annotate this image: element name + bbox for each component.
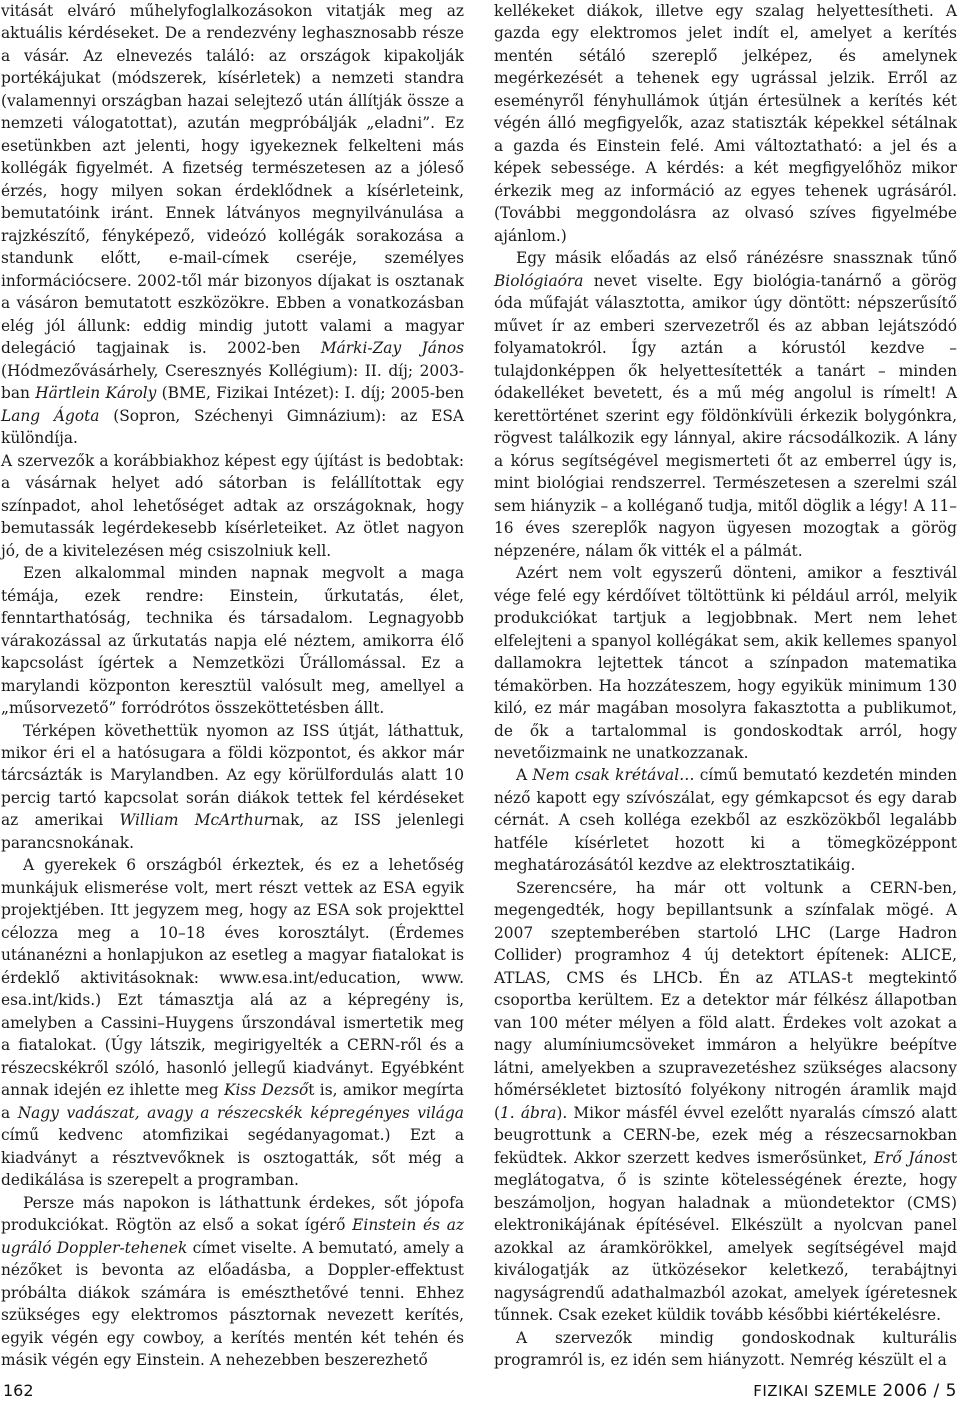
left-paragraph-2: A szervezők a korábbiakhoz képest egy újítást is bedobtak: a vásárnak helyet adó sátorban is felállítottak egy színpadot, ahol lehetőséget adtak az országoknak, hogy bemutassák legérdekesebb kísérleteiket. Az ötlet nagyon jó, de a kivitelezésen még csiszolniuk kell. (1, 451, 464, 560)
show-title: Einstein és az ugráló Doppler-tehenek (1, 1216, 465, 1257)
left-column (1, 0, 464, 1372)
right-paragraph-2: Egy másik előadás az első ránézésre snassznak tűnő Biológiaóra nevet viselte. Egy biológia-tanárnő a görög óda műfaját választotta, amikor úgy döntött: népszerűsítő művet ír az emberi szervezetről és az abban lejátszódó folyamatokról. Így aztán a kórustól kezdve – tulajdonképpen ők helyettesítették a tanárt – minden ódakelléket bevetett, és a mű még angolul is rímelt! A kerettörténet szerint egy földönkívüli érkezik bolygónkra, rögvest találkozik egy lánnyal, akire rácsodálkozik. A lány a kórus segítségével megismerteti őt az emberrel úgy is, mint biológiai rendszerrel. Természetesen a szerelmi szál sem hiányzik – a kolléganő tudja, mitől döglik a légy! A 11–16 éves szereplők nagyon ügyesen mozogtak a görög népzenére, nálam ők vitték el a pálmát. (494, 249, 957, 560)
journal-name: FIZIKAI SZEMLE (753, 1382, 878, 1400)
right-paragraph-4: A Nem csak krétával… című bemutató kezdetén minden néző kapott egy szívószálat, egy gémkapcsot és egy darab cérnát. A cseh kolléga ezekből az eszközökből legalább hatféle kísérletet hozott ki a tömegközéppont meghatározásától kezdve az elektrosztatikáig. (494, 766, 958, 875)
page-footer (0, 1381, 960, 1403)
right-column (494, 0, 957, 1372)
show-title: Biológiaóra (494, 271, 584, 290)
left-paragraph-4: Térképen követhettük nyomon az ISS útját, láthattuk, mikor éri el a hatósugara a földi központot, és akkor már tárcsázták is Marylandben. Az egy körülfordulás alatt 10 percig tartó kapcsolat során diákok tettek fel kérdéseket az amerikai William McArthurnak, az ISS jelenlegi parancsnokának. (1, 721, 465, 852)
person-name: Lang Ágota (1, 406, 100, 425)
person-name: Kiss Dezső (223, 1081, 309, 1100)
show-title: Nem csak krétával… (532, 766, 695, 785)
book-title: Nagy vadászat, avagy a részecskék képregényes világa (17, 1103, 464, 1122)
person-name: Härtlein Károly (35, 384, 157, 403)
person-name: William McArthur (119, 811, 271, 830)
right-paragraph-5: Szerencsére, ha már ott voltunk a CERN-ben, megengedték, hogy bepillantsunk a színfalak mögé. A 2007 szeptemberében startoló LHC (Large Hadron Collider) programhoz 4 új detektort építenek: ALICE, ATLAS, CMS és LHCb. Én az ATLAS-t megtekintő csoportba kerültem. Ez a detektor már félkész állapotban van 100 méter mélyen a föld alatt. Érdekes volt azokat a nagy alumíniumcsöveket immáron a helyükre beépítve látni, amelyekben a szupravezetéshez szükséges alacsony hőmérsékletet biztosító folyékony nitrogén áramlik majd (1. ábra). Mikor másfél évvel ezelőtt nyaralás címszó alatt beugrottunk a CERN-be, ezek még a részecsarnokban feküdtek. Akkor szerzett kedves ismerősünket, Erő Jánost meglátogatva, ő is szinte kötelességének érezte, hogy beszámoljon, hogyan haladnak a müondetektor (CMS) elektronikájának építésével. Elkészült a nyolcvan panel azokkal az áramkörökkel, amelyek segítségével majd kiválogatják az ütközésekor keletkező, terabájtnyi nagyságrendű adathalmazból azokat, amelyek ígéretesnek tűnnek. Csak ezeket küldik tovább későbbi kiértékelésre. (494, 878, 957, 1325)
right-paragraph-1: kellékeket diákok, illetve egy szalag helyettesítheti. A gazda egy elektromos jelet indít el, amelyet a kerítés mentén sétáló szereplő jelképez, és amelynek megérkezését a tehenek egy ugrással jelzik. Erről az eseményről fényhullámok útján értesülnek a kerítés két végén álló megfigyelők, azaz statiszták képekkel sétálnak a gazda és Einstein felé. Ami változtatható: a jel és a képek sebessége. A kérdés: a két megfigyelőhöz mikor érkezik meg az információ az egyes tehenek ugrásáról. (További meggondolásra az olvasó szíves figyelmébe ajánlom.) (494, 2, 957, 245)
person-name: Erő János (873, 1148, 951, 1167)
page-number: 162 (3, 1381, 34, 1400)
left-paragraph-3: Ezen alkalommal minden napnak megvolt a maga témája, ezek rendre: Einstein, űrkutatás, élet, fenntarthatóság, technika és társadalom. Legnagyobb várakozással az űrkutatás napja elé néztem, amikorra élő kapcsolást ígértek a Nemzetközi Űrállomással. Ez a marylandi központon keresztül valósult meg, amellyel a „műsorvezető” forródrótos összeköttetésben állt. (1, 564, 464, 718)
issue-number: 2006 / 5 (882, 1381, 957, 1401)
person-name: Márki-Zay János (320, 339, 464, 358)
right-paragraph-3: Azért nem volt egyszerű dönteni, amikor a fesztivál vége felé egy kérdőívet töltöttünk ki például arról, melyik produkciókat tartjuk a legjobbnak. Mert nem lehet elfelejteni a spanyol kollégákat sem, akik kellemes spanyol dallamokra lejtettek táncot a színpadon matematika témakörben. Ha hozzáteszem, hogy egyikük minimum 130 kiló, ez már magában mosolyra fakasztotta a publikumot, de ők a tartalommal is gondoskodtak arról, hogy nevetőizmaink ne unatkozzanak. (494, 564, 957, 762)
journal-issue (753, 1381, 957, 1401)
left-paragraph-1: vitását elváró műhelyfoglalkozásokon vitatják meg az aktuális kérdéseket. De a rendezvény leghasznosabb része a vásár. Az elnevezés találó: az országok kipakolják portékájukat (módszerek, kísérletek) a nemzeti standra (valamennyi országban hazai selejtező után állítják össze a nemzeti válogatottat), azután megpróbálják „eladni”. Ez esetünkben azt jelenti, hogy igyekeznek felkelteni más kollégák figyelmét. A fizetség természetesen az a jóleső érzés, hogy milyen sokan érdeklődnek a kísérleteink, bemutatóink iránt. Ennek látványos megnyilvánulása a rajzkészítő, fényképező, videózó kollégák sorakozása a standunk előtt, e-mail-címek cseréje, személyes információcsere. 2002-től már bizonyos díjakat is osztanak a vásáron bemutatott eszközökre. Ebben a vonatkozásban elég jól állunk: eddig mindig jutott valami a magyar delegáció tagjainak is. 2002-ben Márki-Zay János (Hódmezővásárhely, Cseresznyés Kollégium): II. díj; 2003-ban Härtlein Károly (BME, Fizikai Intézet): I. díj; 2005-ben Lang Ágota (Sopron, Széchenyi Gimnázium): az ESA különdíja. (1, 2, 465, 448)
left-paragraph-5: A gyerekek 6 országból érkeztek, és ez a lehetőség munkájuk elismerése volt, mert részt vettek az ESA egyik projektjében. Itt jegyzem meg, hogy az ESA sok projekttel célozza meg a 10–18 éves korosztályt. (Érdemes utánanézni a honlapjukon az esetleg a magyar fiatalokat is érdeklő aktivitásoknak: www.esa.int/education, www. esa.int/kids.) Ezt támasztja alá az a képregény is, amelyben a Cassini–Huygens űrszondával ismertetik meg a fiatalokat. (Úgy látszik, megirigyelték a CERN-ről és a részecskékről szóló, hasonló jellegű kiadványt. Egyébként annak idején ez ihlette meg Kiss Dezsőt is, amikor megírta a Nagy vadászat, avagy a részecskék képregényes világa című kedvenc atomfizikai segédanyagomat.) Ezt a kiadványt a résztvevőknek is osztogatták, sőt még a dedikálása is szerepelt a programban. (1, 856, 464, 1190)
figure-reference: 1. ábra (500, 1103, 557, 1122)
left-paragraph-6: Persze más napokon is láthattunk érdekes, sőt jópofa produkciókat. Rögtön az első a sokat ígérő Einstein és az ugráló Doppler-tehenek címet viselte. A bemutató, amely a nézőket is bevonta az előadásba, a Doppler-effektust próbálta diákok számára is emészthetővé tenni. Ehhez szükséges egy elektromos pásztornak nevezett kerítés, egyik végén egy cowboy, a kerítés mentén két tehén és másik végén egy Einstein. A nehezebben beszerezhető (1, 1193, 465, 1370)
right-paragraph-6: A szervezők mindig gondoskodnak kulturális programról is, ez idén sem hiányzott. Nemrég készült el a (494, 1328, 957, 1370)
